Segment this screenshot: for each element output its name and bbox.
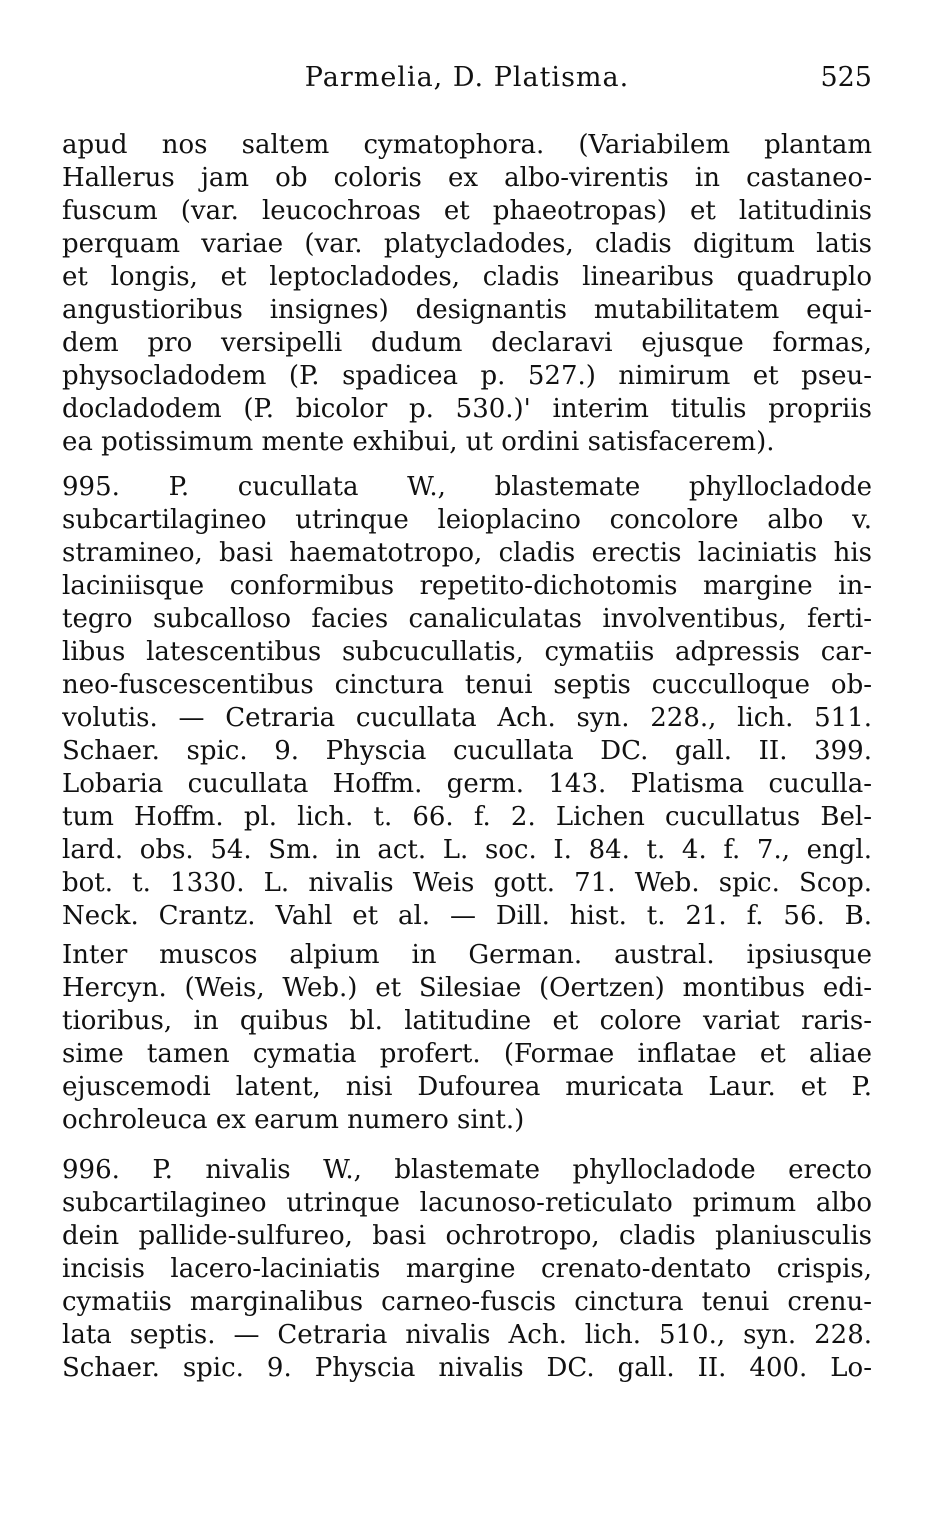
text-line: docladodem (P. bicolor p. 530.)' interim titulis propriis <box>62 394 872 424</box>
text-line: subcartilagineo utrinque lacunoso-reticulato primum albo <box>62 1188 872 1218</box>
text-line: Schaer. spic. 9. Physcia cucullata DC. gall. II. 399. <box>62 736 872 766</box>
text-line: angustioribus insignes) designantis mutabilitatem equi- <box>62 295 872 325</box>
text-line: Schaer. spic. 9. Physcia nivalis DC. gall. II. 400. Lo- <box>62 1353 872 1383</box>
text-line: apud nos saltem cymatophora. (Variabilem plantam <box>62 130 872 160</box>
text-line: Hallerus jam ob coloris ex albo-virentis in castaneo- <box>62 163 872 193</box>
page-number: 525 <box>820 62 872 93</box>
text-line: volutis. — Cetraria cucullata Ach. syn. 228., lich. 511. <box>62 703 872 733</box>
text-line: physocladodem (P. spadicea p. 527.) nimirum et pseu- <box>62 361 872 391</box>
text-line: fuscum (var. leucochroas et phaeotropas) et latitudinis <box>62 196 872 226</box>
text-line: cymatiis marginalibus carneo-fuscis cinctura tenui crenu- <box>62 1287 872 1317</box>
running-header <box>62 62 872 102</box>
text-line: ea potissimum mente exhibui, ut ordini satisfacerem). <box>62 427 775 457</box>
text-line: lard. obs. 54. Sm. in act. L. soc. I. 84. t. 4. f. 7., engl. <box>62 835 872 865</box>
text-line: tum Hoffm. pl. lich. t. 66. f. 2. Lichen cucullatus Bel- <box>62 802 872 832</box>
text-line: Neck. Crantz. Vahl et al. — Dill. hist. t. 21. f. 56. B. <box>62 901 872 931</box>
text-line: et longis, et leptocladodes, cladis linearibus quadruplo <box>62 262 872 292</box>
text-line: incisis lacero-laciniatis margine crenato-dentato crispis, <box>62 1254 872 1284</box>
entry-996-heading: 996. P. nivalis W., blastemate phyllocladode erecto <box>62 1155 872 1185</box>
text-line: tioribus, in quibus bl. latitudine et colore variat raris- <box>62 1006 872 1036</box>
text-line: tegro subcalloso facies canaliculatas involventibus, ferti- <box>62 604 872 634</box>
text-line: Inter muscos alpium in German. austral. ipsiusque <box>62 940 872 970</box>
text-line: neo-fuscescentibus cinctura tenui septis cucculloque ob- <box>62 670 872 700</box>
text-line: lata septis. — Cetraria nivalis Ach. lich. 510., syn. 228. <box>62 1320 872 1350</box>
text-line: stramineo, basi haematotropo, cladis erectis laciniatis his <box>62 538 872 568</box>
text-line: Lobaria cucullata Hoffm. germ. 143. Platisma cuculla- <box>62 769 872 799</box>
text-line: ejuscemodi latent, nisi Dufourea muricata Laur. et P. <box>62 1072 872 1102</box>
text-line: dem pro versipelli dudum declaravi ejusque formas, <box>62 328 872 358</box>
text-line: dein pallide-sulfureo, basi ochrotropo, cladis planiusculis <box>62 1221 872 1251</box>
text-line: laciniisque conformibus repetito-dichotomis margine in- <box>62 571 872 601</box>
text-line: libus latescentibus subcucullatis, cymatiis adpressis car- <box>62 637 872 667</box>
text-line: subcartilagineo utrinque leioplacino concolore albo v. <box>62 505 872 535</box>
text-line: perquam variae (var. platycladodes, cladis digitum latis <box>62 229 872 259</box>
text-line: ochroleuca ex earum numero sint.) <box>62 1105 525 1135</box>
text-line: Hercyn. (Weis, Web.) et Silesiae (Oertzen) montibus edi- <box>62 973 872 1003</box>
text-line: sime tamen cymatia profert. (Formae inflatae et aliae <box>62 1039 872 1069</box>
running-title: Parmelia, D. Platisma. <box>304 62 630 93</box>
text-line: bot. t. 1330. L. nivalis Weis gott. 71. Web. spic. Scop. <box>62 868 872 898</box>
entry-995-heading: 995. P. cucullata W., blastemate phyllocladode <box>62 472 872 502</box>
